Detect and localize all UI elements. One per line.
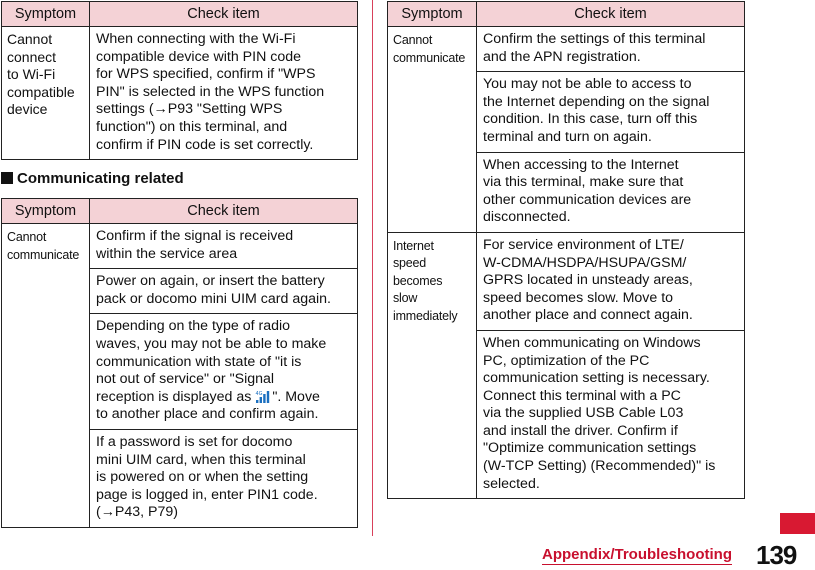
check-item-header: Check item [90, 2, 358, 27]
check-item-cell: If a password is set for docomo mini UIM card, when this terminal is powered on or when the setting page is logged in, enter PIN1 code. (→P43, P79) [90, 429, 358, 527]
symptom-header: Symptom [2, 199, 90, 224]
check-item-cell: Power on again, or insert the battery pack or docomo mini UIM card again. [90, 269, 358, 314]
section-heading [1, 170, 184, 188]
section-heading-text: Communicating related [17, 170, 184, 187]
symptom-header: Symptom [2, 2, 90, 27]
square-bullet-icon [1, 172, 13, 184]
communication-issues-table [387, 1, 745, 499]
footer-section-title: Appendix/Troubleshooting [542, 546, 732, 563]
page-number: 139 [756, 540, 797, 570]
check-item-cell: Confirm the settings of this terminal and the APN registration. [477, 27, 745, 72]
check-item-cell: When accessing to the Internet via this terminal, make sure that other communication devices are disconnected. [477, 152, 745, 232]
communicating-table [1, 198, 358, 528]
symptom-cell: Cannot communicate [2, 224, 90, 528]
check-item-header: Check item [90, 199, 358, 224]
check-item-header: Check item [477, 2, 745, 27]
symptom-header: Symptom [388, 2, 477, 27]
symptom-cell: Cannot communicate [388, 27, 477, 233]
check-item-cell: You may not be able to access to the Internet depending on the signal condition. In this case, turn off this terminal and turn on again. [477, 72, 745, 152]
column-divider [372, 0, 373, 536]
signal-strength-icon [255, 389, 272, 404]
check-item-cell: When communicating on Windows PC, optimization of the PC communication setting is necessary. Connect this terminal with a PC via the supplied USB Cable L03 and install the driver. Confirm if "Optimize communication settings (W-TCP Setting) (Recommended)" is selected. [477, 330, 745, 498]
check-item-cell: Depending on the type of radio waves, you may not be able to make communication with state of "it is not out of service" or "Signal reception is displayed as 4G ". Move to another place and confirm again. [90, 314, 358, 430]
svg-text:4G: 4G [255, 390, 263, 397]
symptom-cell: Internet speed becomes slow immediately [388, 232, 477, 498]
check-item-cell: For service environment of LTE/ W-CDMA/HSDPA/HSUPA/GSM/ GPRS located in unsteady areas, speed becomes slow. Move to another place and connect again. [477, 232, 745, 330]
symptom-cell: Cannot connect to Wi-Fi compatible device [2, 27, 90, 160]
check-item-cell: Confirm if the signal is received within the service area [90, 224, 358, 269]
check-item-cell: When connecting with the Wi-Fi compatible device with PIN code for WPS specified, confirm if "WPS PIN" is selected in the WPS function settings (→P93 "Setting WPS function") on this terminal, and confirm if PIN code is set correctly. [90, 27, 358, 160]
chapter-tab-marker [780, 513, 815, 534]
wifi-troubleshooting-table [1, 1, 358, 160]
